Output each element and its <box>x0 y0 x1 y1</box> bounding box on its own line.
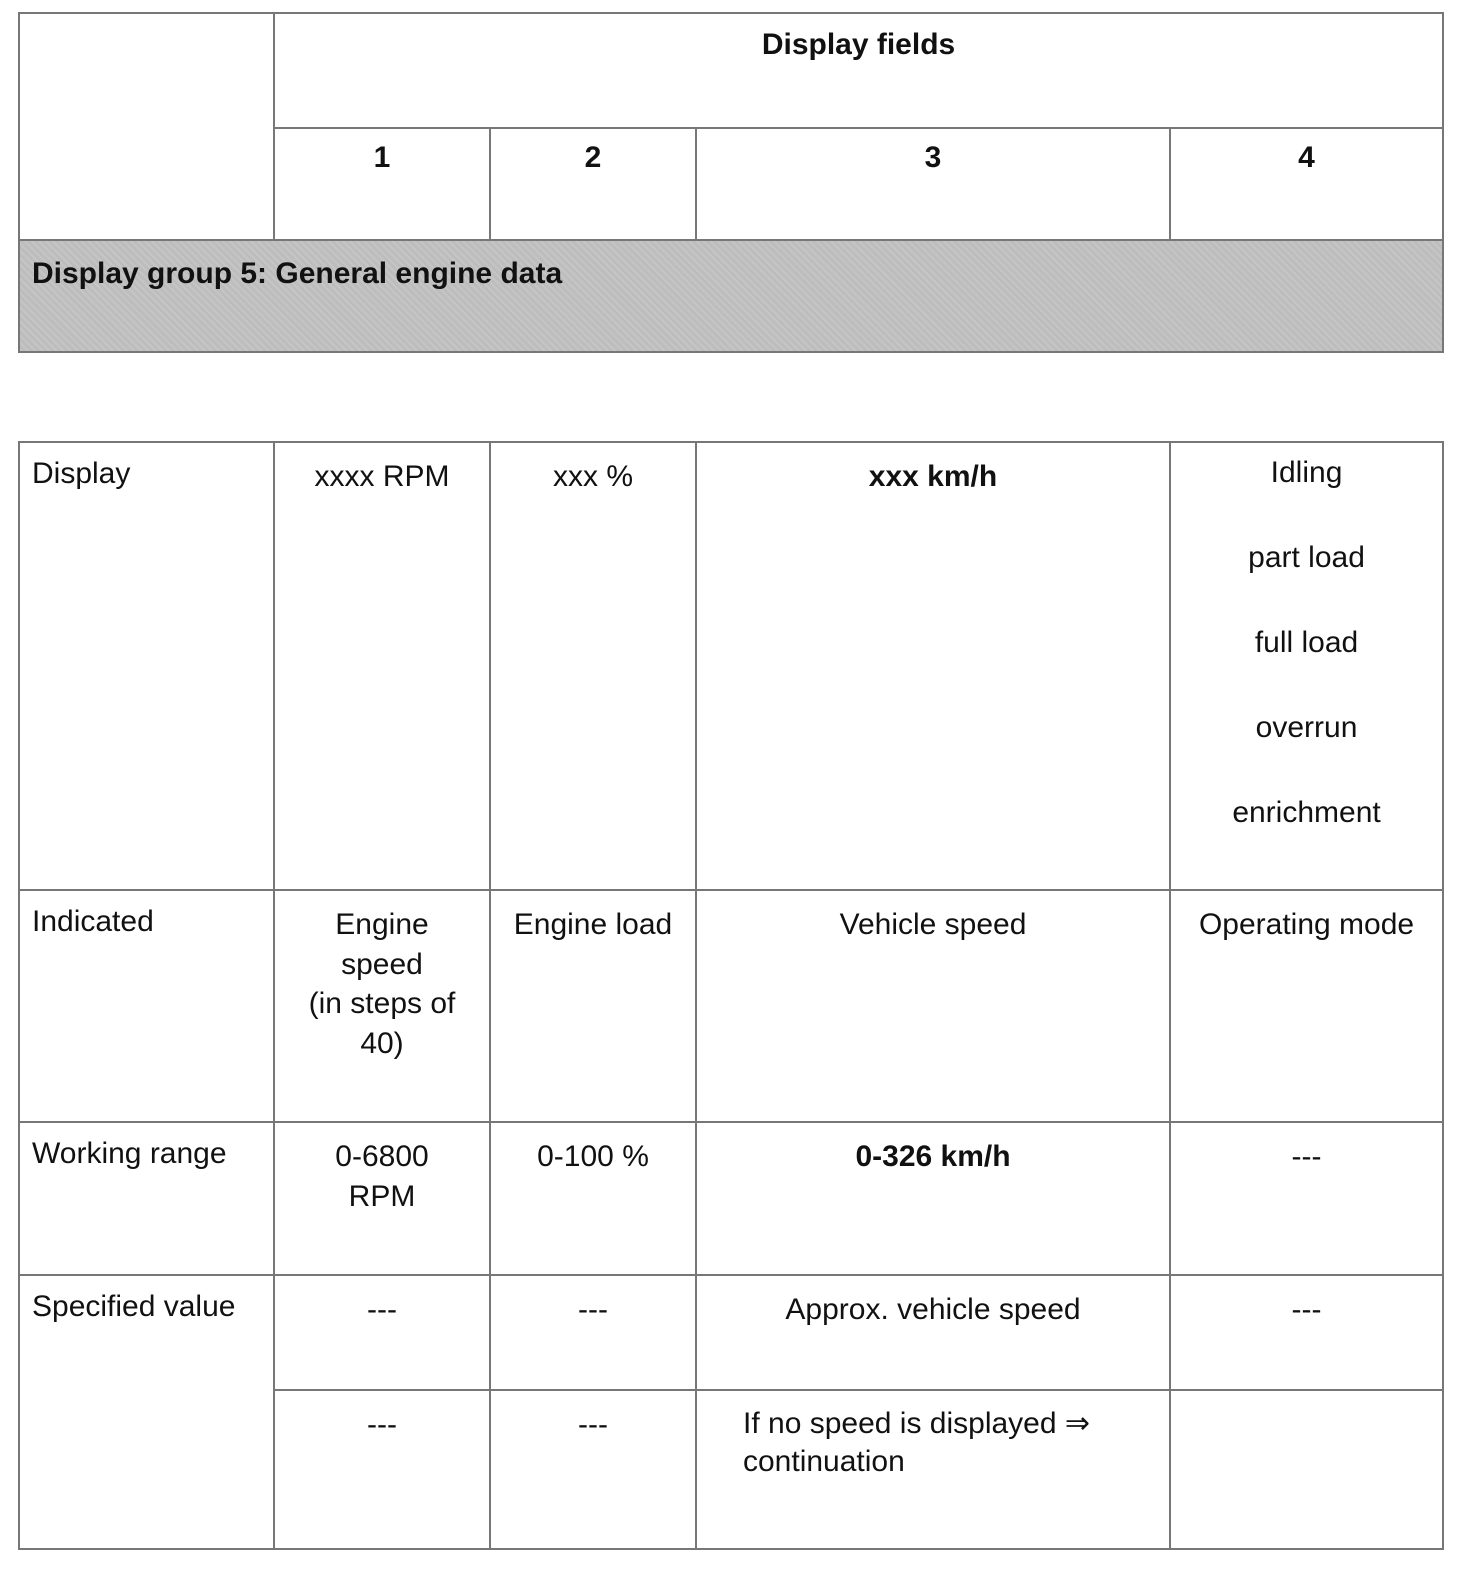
working-range-f1-line2: RPM <box>348 1179 416 1213</box>
mode-full-load: full load <box>1254 626 1359 659</box>
spacer-row <box>19 352 1443 442</box>
continuation-note: continuation <box>743 1444 905 1478</box>
working-range-field-1 <box>274 1122 490 1275</box>
indicated-field-2: Engine load <box>490 890 696 1122</box>
display-field-1: xxxx RPM <box>274 442 490 890</box>
specified-r2-field-2: --- <box>490 1390 696 1549</box>
mode-overrun: overrun <box>1255 711 1358 744</box>
indicated-field-4: Operating mode <box>1170 890 1443 1122</box>
field-number-2: 2 <box>490 128 696 240</box>
indicated-f1-line3: (in steps of <box>308 987 456 1021</box>
row-label-display: Display <box>19 442 274 890</box>
working-range-field-4: --- <box>1170 1122 1443 1275</box>
mode-idling: Idling <box>1270 456 1343 489</box>
working-range-field-2: 0-100 % <box>490 1122 696 1275</box>
display-field-2: xxx % <box>490 442 696 890</box>
field-number-1: 1 <box>274 128 490 240</box>
display-group-title: Display group 5: General engine data <box>19 240 1443 352</box>
specified-r2-field-4 <box>1170 1390 1443 1549</box>
indicated-f1-line1: Engine <box>335 908 429 941</box>
display-field-3: xxx km/h <box>696 442 1170 890</box>
working-range-field-3: 0-326 km/h <box>696 1122 1170 1275</box>
engine-data-table <box>18 12 1444 1550</box>
row-label-working-range: Working range <box>19 1122 274 1275</box>
display-field-4 <box>1170 442 1443 890</box>
indicated-field-1 <box>274 890 490 1122</box>
indicated-field-3: Vehicle speed <box>696 890 1170 1122</box>
mode-part-load: part load <box>1248 541 1365 574</box>
specified-r1-field-3: Approx. vehicle speed <box>696 1275 1170 1390</box>
row-label-specified-value: Specified value <box>19 1275 274 1549</box>
specified-r2-field-1: --- <box>274 1390 490 1549</box>
specified-r1-field-1: --- <box>274 1275 490 1390</box>
no-speed-note: If no speed is displayed ⇒ <box>743 1407 1091 1440</box>
indicated-f1-line4: 40) <box>360 1026 404 1060</box>
row-label-indicated: Indicated <box>19 890 274 1122</box>
indicated-f1-line2: speed <box>341 947 423 981</box>
specified-r2-field-3 <box>696 1390 1170 1549</box>
working-range-f1-line1: 0-6800 <box>335 1140 429 1173</box>
field-number-4: 4 <box>1170 128 1443 240</box>
mode-enrichment: enrichment <box>1232 796 1381 829</box>
header-corner-cell <box>19 13 274 240</box>
display-fields-title: Display fields <box>274 13 1443 128</box>
specified-r1-field-4: --- <box>1170 1275 1443 1390</box>
specified-r1-field-2: --- <box>490 1275 696 1390</box>
field-number-3: 3 <box>696 128 1170 240</box>
